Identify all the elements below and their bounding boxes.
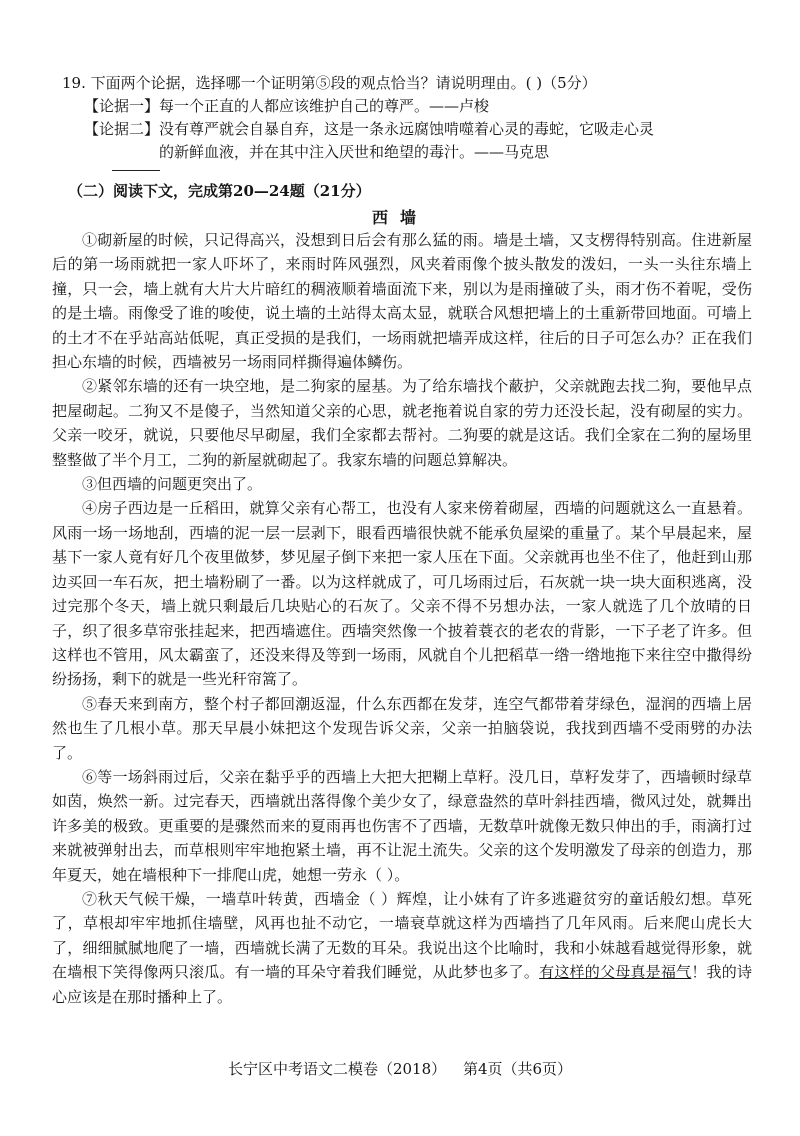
- argument-1: [62, 95, 752, 118]
- argument-2-text-1: 没有尊严就会自暴自弃，这是一条永远腐蚀啃噬着心灵的毒蛇，它吸走心灵: [159, 120, 655, 138]
- paragraph-1: ①砌新屋的时候，只记得高兴，没想到日后会有那么猛的雨。墙是土墙，又支楞得特别高。住进新屋后的第一场雨就把一家人吓坏了，来雨时阵风强烈，风夹着雨像个披头散发的泼妇，一头一头往东墙上撞，只一会，墙上就有大片大片暗红的稠液顺着墙面流下来，别以为是雨撞破了头，雨才伤不着呢，受伤的是土墙。雨像受了谁的唆使，说土墙的土站得太高太显，就联合风想把墙上的土重新带回地面。可墙上的土才不在乎站高站低呢，真正受损的是我们，一场雨就把墙弄成这样，往后的日子可怎么办？正在我们担心东墙的时候，西墙被另一场雨同样撕得遍体鳞伤。: [52, 231, 752, 372]
- footer-page-number: 第4页（共6页）: [462, 1060, 573, 1078]
- paragraph-5: ⑤春天来到南方，整个村子都回潮返湿，什么东西都在发芽，连空气都带着芽绿色，湿润的西墙上居然也生了几根小草。那天早晨小妹把这个发现告诉父亲，父亲一拍脑袋说，我找到西墙不受雨劈的办法了。: [52, 694, 752, 762]
- paragraph-7: [52, 887, 752, 1009]
- argument-1-text: 每一个正直的人都应该维护自己的尊严。——卢梭: [159, 97, 490, 115]
- question-19: [62, 72, 752, 164]
- underlined-sentence: 有这样的父母真是福气: [539, 963, 692, 982]
- paragraph-7-end: ！我的诗心应该是在那时播种上了。: [52, 963, 752, 1006]
- article-title: 西墙: [371, 208, 428, 227]
- answer-line: [112, 170, 160, 171]
- section-heading: （二）阅读下文，完成第20—24题（21分）: [68, 182, 371, 200]
- question-19-prompt: 19. 下面两个论据，选择哪一个证明第⑤段的观点恰当？请说明理由。( )（5分）: [62, 74, 597, 92]
- argument-1-label: 【论据一】: [84, 97, 160, 115]
- argument-2-label: 【论据二】: [84, 120, 160, 138]
- argument-2-continued: [62, 141, 752, 164]
- paragraph-7-text: ⑦秋天气候干燥，一墙草叶转黄，西墙金（ ）辉煌，让小妹有了许多逃避贫穷的童话般幻想。草死了，草根却牢牢地抓住墙壁，风再也扯不动它，一墙衰草就这样为西墙挡了几年风雨。后来爬山虎长大了，细细腻腻地爬了一墙，西墙就长满了无数的耳朵。我说出这个比喻时，我和小妹越看越觉得形象，就在墙根下笑得像两只滚瓜。有一墙的耳朵守着我们睡觉，从此梦也多了。: [52, 889, 752, 982]
- footer-exam-name: 长宁区中考语文二模卷（2018）: [227, 1060, 447, 1078]
- argument-2-text-2: 的新鲜血液，并在其中注入厌世和绝望的毒汁。——马克思: [159, 143, 550, 161]
- page-footer: [0, 1058, 800, 1079]
- paragraph-3: ③但西墙的问题更突出了。: [82, 475, 263, 494]
- argument-2: [62, 118, 752, 141]
- paragraph-4: ④房子西边是一丘稻田，就算父亲有心帮工，也没有人家来傍着砌屋，西墙的问题就这么一直悬着。风雨一场一场地刮，西墙的泥一层一层剥下，眼看西墙很快就不能承负屋梁的重量了。某个早晨起来，屋基下一家人竟有好几个夜里做梦，梦见屋子倒下来把一家人压在下面。父亲就再也坐不住了，他赶到山那边买回一车石灰，把土墙粉刷了一番。以为这样就成了，可几场雨过后，石灰就一块一块大面积逃离，没过完那个冬天，墙上就只剩最后几块贴心的石灰了。父亲不得不另想办法，一家人就选了几个放晴的日子，织了很多草帘张挂起来，把西墙遮住。西墙突然像一个披着蓑衣的老农的背影，一下子老了许多。但这样也不管用，风太霸蛮了，还没来得及等到一场雨，风就自个儿把稻草一绺一绺地拖下来往空中撒得纷纷扬扬，剩下的就是一些光秆帘篙了。: [52, 499, 752, 689]
- paragraph-2: ②紧邻东墙的还有一块空地，是二狗家的屋基。为了给东墙找个蔽护，父亲就跑去找二狗，要他早点把屋砌起。二狗又不是傻子，当然知道父亲的心思，就老拖着说自家的劳力还没长起，没有砌屋的实力。父亲一咬牙，就说，只要他尽早砌屋，我们全家都去帮衬。二狗要的就是这话。我们全家在二狗的屋场里整整做了半个月工，二狗的新屋就砌起了。我家东墙的问题总算解决。: [52, 377, 752, 469]
- article-body: [52, 228, 752, 1009]
- paragraph-6: ⑥等一场斜雨过后，父亲在黏乎乎的西墙上大把大把糊上草籽。没几日，草籽发芽了，西墙顿时绿草如茵，焕然一新。过完春天，西墙就出落得像个美少女了，绿意盎然的草叶斜挂西墙，微风过处，就舞出许多美的极致。更重要的是骤然而来的夏雨再也伤害不了西墙，无数草叶就像无数只伸出的手，雨滴打过来就被弹射出去，而草根则牢牢地抱紧土墙，再不让泥土流失。父亲的这个发明激发了母亲的创造力，那年夏天，她在墙根种下一排爬山虎，她想一劳永（ ）。: [52, 767, 752, 884]
